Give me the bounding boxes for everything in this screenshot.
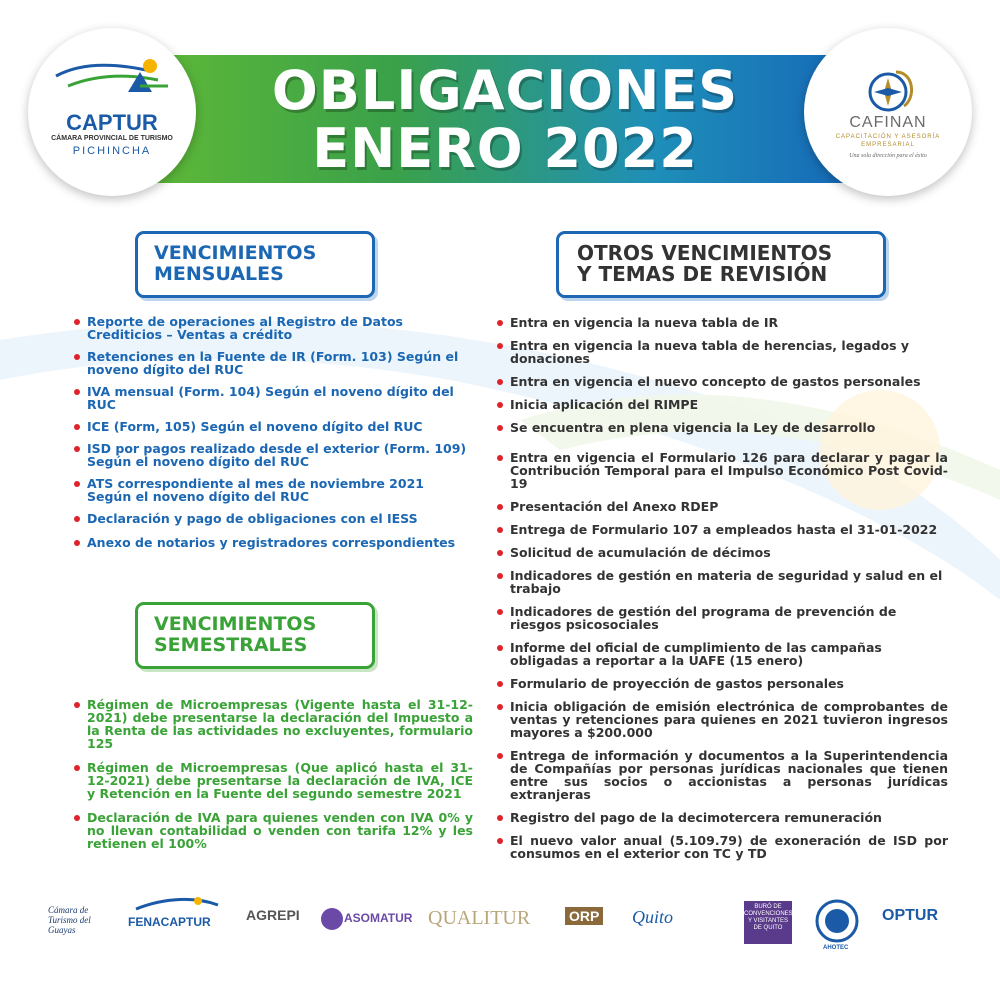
- list-item: Inicia obligación de emisión electrónica de comprobantes de ventas y retenciones para quienes en 2021 tuvieron ingresos mayores a $200.000: [496, 700, 948, 739]
- optur-logo: OPTUR: [882, 907, 938, 924]
- cafinan-name: CAFINAN: [849, 114, 927, 131]
- quito-logo: Quito: [632, 907, 674, 927]
- guayas-logo: Cámara de Turismo del Guayas: [48, 905, 91, 935]
- captur-logo: [28, 28, 196, 196]
- footer-logos: [40, 893, 960, 953]
- buro-logo: BURÓ DE CONVENCIONES Y VISITANTES DE QUITO: [740, 893, 796, 953]
- list-item: Reporte de operaciones al Registro de Datos Crediticios – Ventas a crédito: [73, 315, 468, 341]
- otros-heading: [556, 231, 886, 298]
- page-title: [140, 59, 870, 180]
- list-item: Solicitud de acumulación de décimos: [496, 546, 948, 559]
- list-item: Presentación del Anexo RDEP: [496, 500, 948, 513]
- list-item: Inicia aplicación del RIMPE: [496, 398, 948, 411]
- list-item: Indicadores de gestión del programa de prevención de riesgos psicosociales: [496, 605, 948, 631]
- list-item: Entra en vigencia la nueva tabla de IR: [496, 316, 948, 329]
- mensuales-heading-line-2: MENSUALES: [154, 263, 284, 285]
- otros-heading-line-1: OTROS VENCIMIENTOS: [577, 241, 833, 265]
- semestrales-heading-line-2: SEMESTRALES: [154, 634, 308, 656]
- semestrales-heading-line-1: VENCIMIENTOS: [154, 613, 317, 635]
- fenacaptur-logo: FENACAPTUR: [126, 893, 226, 953]
- asomatur-globe-icon: [320, 907, 344, 931]
- list-item: Entrega de información y documentos a la Superintendencia de Compañías por personas jurídicas nacionales que tienen entre sus socios o accionistas a personas jurídicas extranjeras: [496, 749, 948, 801]
- cafinan-logo: [804, 28, 972, 196]
- list-item: Entrega de Formulario 107 a empleados hasta el 31-01-2022: [496, 523, 948, 536]
- mensuales-heading: [135, 231, 375, 298]
- list-item: Régimen de Microempresas (Vigente hasta el 31-12-2021) debe presentarse la declaración del Impuesto a la Renta de las actividades no excluyentes, formulario 125: [73, 698, 473, 750]
- list-item: Anexo de notarios y registradores correspondientes: [73, 536, 468, 549]
- list-item: Retenciones en la Fuente de IR (Form. 103) Según el noveno dígito del RUC: [73, 350, 468, 376]
- semestrales-list: [73, 698, 473, 850]
- list-item: Registro del pago de la decimotercera remuneración: [496, 811, 948, 824]
- asomatur-logo: ASOMATUR: [320, 893, 420, 953]
- mensuales-list: [73, 315, 468, 549]
- list-item: IVA mensual (Form. 104) Según el noveno dígito del RUC: [73, 385, 468, 411]
- list-item: Entra en vigencia el Formulario 126 para declarar y pagar la Contribución Temporal para el Impulso Económico Post Covid-19: [496, 451, 948, 490]
- semestrales-heading: [135, 602, 375, 669]
- list-item: Se encuentra en plena vigencia la Ley de desarrollo: [496, 421, 948, 434]
- list-item: Entra en vigencia el nuevo concepto de gastos personales: [496, 375, 948, 388]
- list-item: Formulario de proyección de gastos personales: [496, 677, 948, 690]
- list-item: Entra en vigencia la nueva tabla de herencias, legados y donaciones: [496, 339, 948, 365]
- cafinan-subtitle-2: EMPRESARIAL: [861, 142, 915, 148]
- otros-heading-line-2: Y TEMAS DE REVISIÓN: [577, 262, 828, 286]
- title-line-1: OBLIGACIONES: [271, 59, 739, 122]
- captur-subtitle: CÁMARA PROVINCIAL DE TURISMO: [51, 135, 173, 142]
- qualitur-logo: QUALITUR: [428, 907, 531, 929]
- list-item: El nuevo valor anual (5.109.79) de exoneración de ISD por consumos en el exterior con TC y TD: [496, 834, 948, 860]
- list-item: Indicadores de gestión en materia de seguridad y salud en el trabajo: [496, 569, 948, 595]
- list-item: ISD por pagos realizado desde el exterior (Form. 109) Según el noveno dígito del RUC: [73, 442, 468, 468]
- captur-region: PICHINCHA: [72, 145, 152, 157]
- cafinan-subtitle-1: CAPACITACIÓN Y ASESORÍA: [835, 134, 941, 140]
- list-item: Declaración y pago de obligaciones con el IESS: [73, 512, 468, 525]
- list-item: Régimen de Microempresas (Que aplicó hasta el 31-12-2021) debe presentarse la declaración de IVA, ICE y Retención en la Fuente del segundo semestre 2021: [73, 761, 473, 800]
- fenacaptur-swoosh-icon: [126, 893, 226, 915]
- list-item: ATS correspondiente al mes de noviembre 2021 Según el noveno dígito del RUC: [73, 477, 468, 503]
- agrepi-logo: AGREPI: [246, 907, 300, 923]
- cafinan-slogan: Una sola dirección para el éxito: [849, 153, 927, 159]
- otros-list: [496, 316, 948, 860]
- list-item: ICE (Form, 105) Según el noveno dígito del RUC: [73, 420, 468, 433]
- list-item: Informe del oficial de cumplimiento de las campañas obligadas a reportar a la UAFE (15 enero): [496, 641, 948, 667]
- list-item: Declaración de IVA para quienes venden con IVA 0% y no llevan contabilidad o venden con tarifa 12% y les retienen el 100%: [73, 811, 473, 850]
- title-line-2: ENERO 2022: [312, 117, 698, 180]
- orp-logo: ORP: [555, 893, 615, 953]
- mensuales-heading-line-1: VENCIMIENTOS: [154, 242, 317, 264]
- ahotec-seal-icon: [815, 899, 859, 943]
- captur-name: CAPTUR: [66, 110, 158, 135]
- ahotec-logo: AHOTEC: [815, 893, 865, 953]
